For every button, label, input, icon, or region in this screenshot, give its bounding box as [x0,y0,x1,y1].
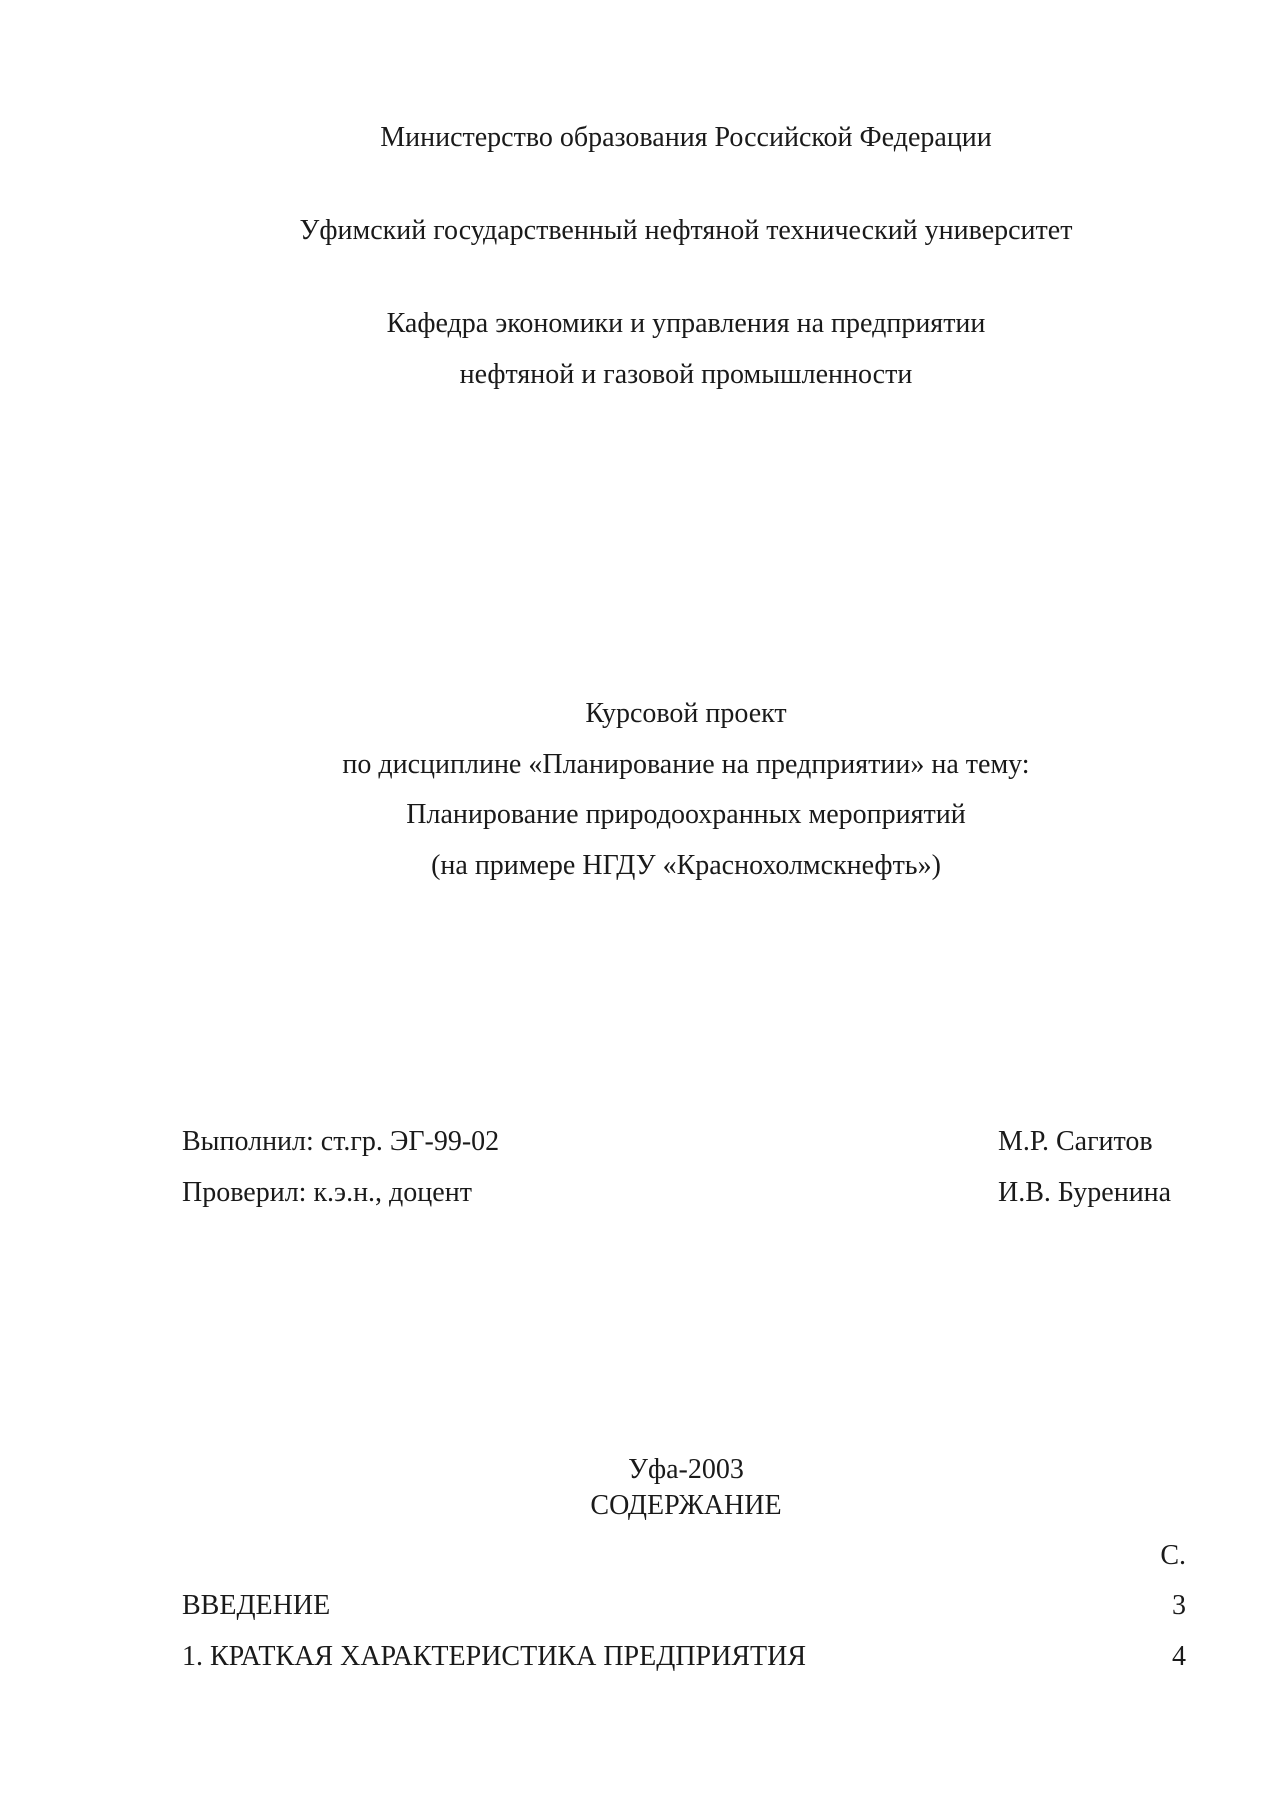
checked-label: Проверил: к.э.н., доцент [182,1177,472,1208]
project-example: (на примере НГДУ «Краснохолмскнефть») [431,850,941,881]
project-type: Курсовой проект [585,698,787,729]
department-line-1: Кафедра экономики и управления на предприятии [386,308,986,339]
contents-title: СОДЕРЖАНИЕ [590,1490,782,1521]
performed-label: Выполнил: ст.гр. ЭГ-99-02 [182,1126,500,1157]
contents-item-label: ВВЕДЕНИЕ [182,1590,331,1621]
contents-item-label: 1. КРАТКАЯ ХАРАКТЕРИСТИКА ПРЕДПРИЯТИЯ [182,1641,807,1672]
project-topic: Планирование природоохранных мероприятий [406,799,966,830]
city-year: Уфа-2003 [628,1454,744,1485]
checked-name: И.В. Буренина [998,1177,1172,1208]
contents-item-page: 3 [1172,1590,1186,1621]
university-line: Уфимский государственный нефтяной технический университет [299,215,1073,246]
department-line-2: нефтяной и газовой промышленности [459,359,913,390]
performed-name: М.Р. Сагитов [998,1126,1153,1157]
ministry-line: Министерство образования Российской Федерации [380,122,992,153]
project-discipline: по дисциплине «Планирование на предприятии» на тему: [342,749,1030,780]
contents-page-header: С. [1160,1540,1186,1571]
contents-item-page: 4 [1172,1641,1186,1672]
